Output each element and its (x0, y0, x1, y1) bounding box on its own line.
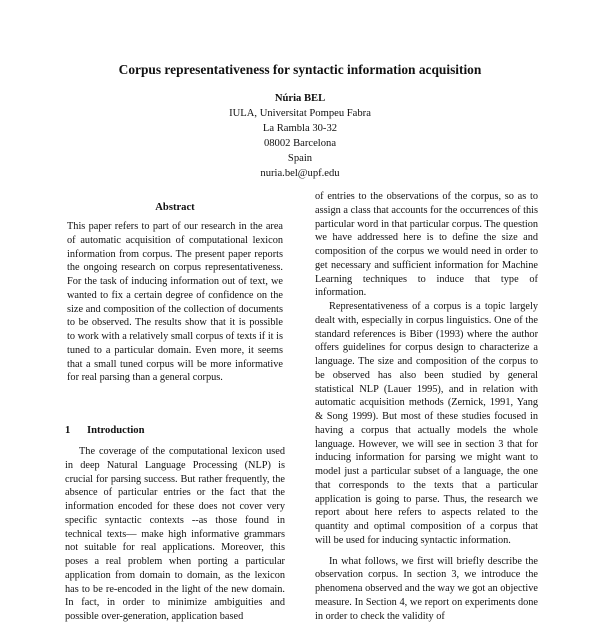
author-address-street: La Rambla 30-32 (262, 123, 338, 134)
introduction-text (65, 445, 285, 624)
intro-paragraph: The coverage of the computational lexicon used in deep Natural Language Processing (NLP) is crucial for parsing success. But rather frequently, the absence of particular entries or the fact that the information encoded for these does not cover very specific syntactic contexts --as those found in technical texts— make high informative grammars not suitable for real applications. Moreover, this poses a real problem when porting a particular application from domain to domain, as the lexicon has to be re-encoded in the light of the new domain. In fact, in order to minimize ambiguities and possible over-generation, application based (65, 446, 285, 622)
abstract-paragraph: This paper refers to part of our research in the area of automatic acquisition of computational lexicon information from corpus. The present paper reports the ongoing research on corpus representativeness. For the task of inducing information out of text, we wanted to fix a certain degree of confidence on the size and composition of the collection of documents to be observed. The results show that it is possible to work with a relatively small corpus of texts if it is tuned to a particular domain. Even more, it seems that a small tuned corpus will be more informative for real parsing than a general corpus. (67, 221, 283, 384)
paper-title: Corpus representativeness for syntactic information acquisition (118, 62, 482, 77)
author-name: Núria BEL (274, 93, 326, 104)
author-block (0, 91, 600, 181)
right-paragraph-3: In what follows, we first will briefly describe the observation corpus. In section 3, we introduce the phenomena observed and the way we got an objective measure. In Section 4, we report on experiments done in order to check the validity of (315, 555, 538, 622)
section-heading-introduction (65, 425, 145, 436)
right-paragraph-1: of entries to the observations of the corpus, so as to assign a class that accounts for the occurrences of this particular word in that particular corpus. The question we have addressed here is to define the size and composition of the corpus we would need in order to get necessary and sufficient information for Machine Learning techniques to induce that type of information. (315, 191, 538, 299)
right-column (315, 190, 538, 623)
author-country: Spain (287, 153, 313, 164)
author-address-city: 08002 Barcelona (263, 138, 337, 149)
author-affiliation: IULA, Universitat Pompeu Fabra (229, 108, 371, 119)
abstract-heading: Abstract (155, 202, 195, 213)
author-email: nuria.bel@upf.edu (260, 168, 340, 179)
section-title: Introduction (87, 425, 145, 436)
section-number: 1 (65, 425, 71, 436)
right-paragraph-2: Representativeness of a corpus is a topic largely dealt with, especially in corpus linguistics. One of the standard references is Biber (1993) where the author offers guidelines for corpus design to characterize a language. The size and composition of the corpus to be observed has also been studied by general statistical NLP (Lauer 1995), and in relation with automatic acquisition methods (Zernick, 1991, Yang & Song 1999). But most of these studies focused in having a corpus that actually models the whole language. However, we will see in section 3 that for inducing information for parsing we might want to model just a particular subset of a language, the one that corresponds to the texts that a particular application is going to parse. Thus, the research we report about here refers to aspects related to the quantity and optimal composition of a corpus that will be used for inducing syntactic information. (315, 301, 538, 546)
abstract-text (67, 220, 283, 385)
